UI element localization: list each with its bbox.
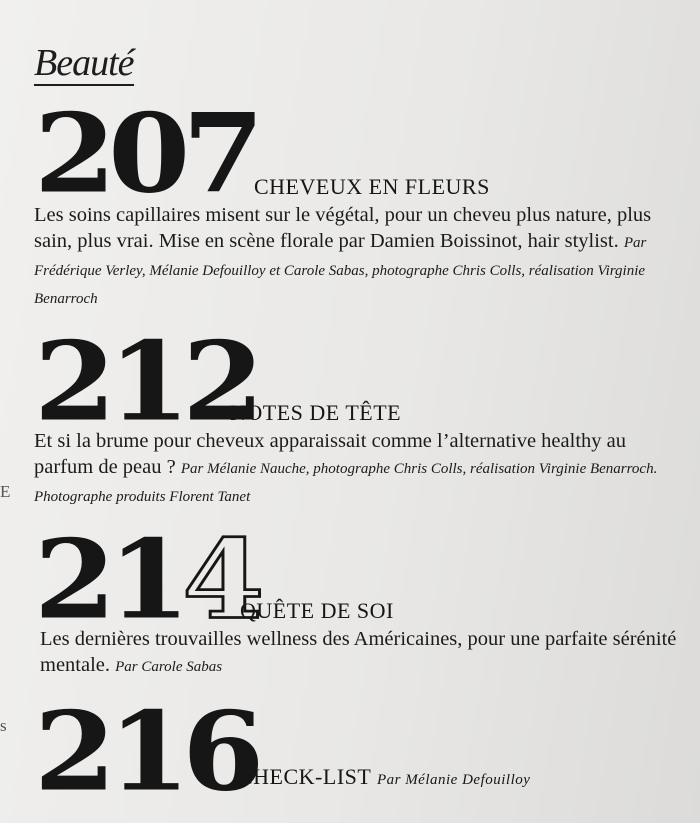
page-edge-letter: s — [0, 716, 7, 735]
section-title: Beauté — [34, 42, 134, 84]
toc-entry[interactable] — [34, 318, 684, 510]
article-headline: QUÊTE DE SOI — [240, 598, 394, 623]
toc-entry[interactable] — [34, 90, 684, 312]
article-description: Les soins capillaires misent sur le végétal, pour un cheveu plus nature, plus sain, plus vrai. Mise en scène florale par Damien Boissinot, hair stylist. Par Frédérique Verley, Mélanie Defouilloy et Carole Sabas, photographe Chris Colls, réalisation Virginie Benarroch — [34, 204, 652, 307]
article-description: Et si la brume pour cheveux apparaissait comme l’alternative healthy au parfum de peau ? Par Mélanie Nauche, photographe Chris Colls, réalisation Virginie Benarroch. Photographe produits Florent Tanet — [34, 430, 658, 505]
article-headline: NOTES DE TÊTE — [230, 400, 402, 425]
article-headline: CHEVEUX EN FLEURS — [254, 174, 490, 199]
article-description: Les dernières trouvailles wellness des Américaines, pour une parfaite sérénité mentale. Par Carole Sabas — [40, 628, 677, 676]
article-credit: Par Carole Sabas — [115, 659, 223, 675]
article-headline: CHECK-LIST Par Mélanie Defouilloy — [238, 764, 531, 789]
page-number: 216 — [34, 687, 257, 816]
page-edge-letter: E — [0, 482, 11, 501]
article-credit: Par Mélanie Defouilloy — [376, 772, 531, 788]
article-credit: Par Mélanie Nauche, photographe Chris Colls, réalisation Virginie Benarroch. Photographe produits Florent Tanet — [34, 461, 658, 505]
article-credit: Par Frédérique Verley, Mélanie Defouilloy et Carole Sabas, photographe Chris Colls, réalisation Virginie Benarroch — [34, 235, 647, 307]
page-number: 214 — [34, 515, 257, 644]
toc-entry[interactable] — [34, 516, 684, 680]
page-number: 212 — [34, 317, 257, 446]
toc-entry[interactable] — [34, 687, 684, 816]
page-number: 207 — [34, 89, 257, 218]
